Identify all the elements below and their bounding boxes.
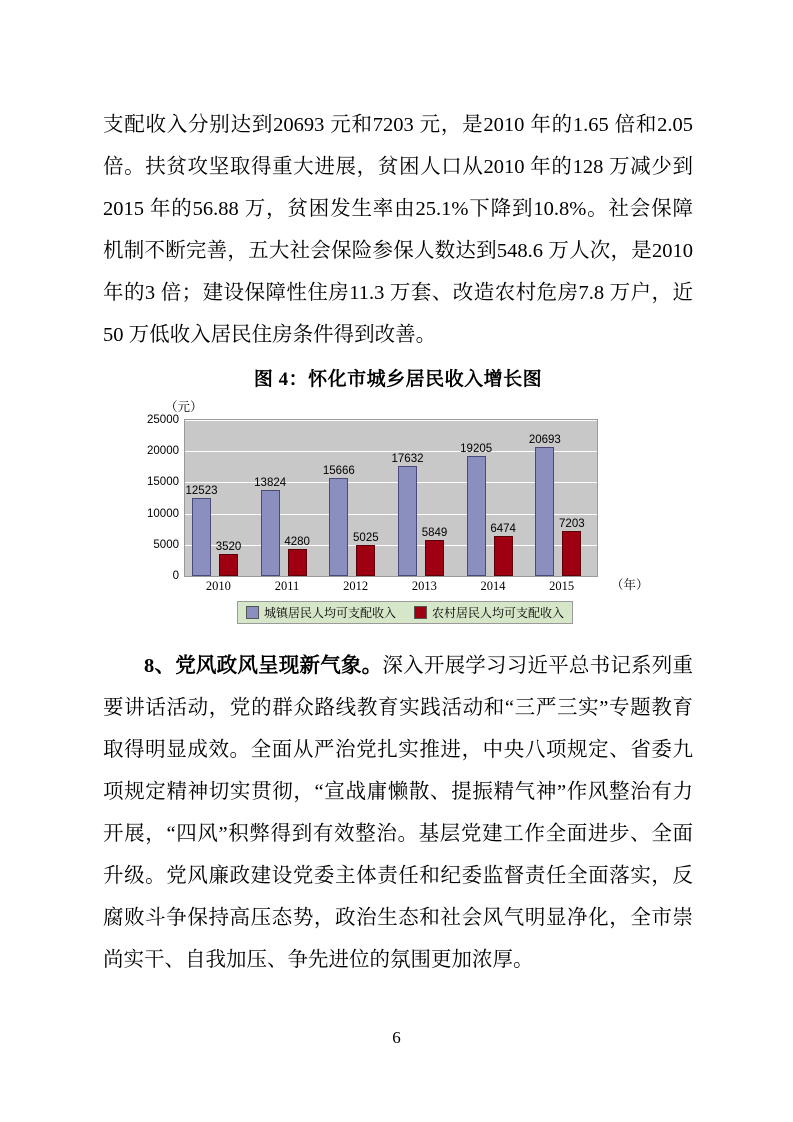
paragraph-2-body: 深入开展学习习近平总书记系列重要讲话活动，党的群众路线教育实践活动和“三严三实”专题教育取得明显成效。全面从严治党扎实推进，中央八项规定、省委九项规定精神切实贯彻，“宣战庸懒散、提振精气神”作风整治有力开展，“四风”积弊得到有效整治。基层党建工作全面进步、全面升级。党风廉政建设党委主体责任和纪委监督责任全面落实，反腐败斗争保持高压态势，政治生态和社会风气明显净化，全市崇尚实干、自我加压、争先进位的氛围更加浓厚。 [103,655,694,971]
bar [421,526,448,576]
x-axis-unit-label: （年） [611,578,649,592]
bar-group [391,420,460,576]
bar [254,476,287,576]
bar [284,536,310,576]
bar-chart [103,397,693,645]
paragraph-1: 支配收入分别达到20693 元和7203 元，是2010 年的1.65 倍和2.05 倍。扶贫攻坚取得重大进展，贫困人口从2010 年的128 万减少到2015 年的56.88 万，贫困发生率由25.1%下降到10.8%。社会保障机制不断完善，五大社会保险参保人数达到548.6 万人次，是2010 年的3 倍；建设保障性住房11.3 万套、改造农村危房7.8 万户，近50 万低收入居民住房条件得到改善。 [103,114,693,346]
legend-item [414,604,564,621]
bar-group [322,420,391,576]
x-axis-tick-label: 2012 [343,579,369,593]
y-axis-tick-label: 25000 [147,414,179,426]
bar [559,518,585,576]
bar [322,465,355,576]
bar-value-label: 5025 [353,531,379,544]
bar [215,541,242,576]
bar-value-label: 20693 [528,433,561,446]
bar-group [528,420,597,576]
bar-value-label: 15666 [322,465,355,478]
bar [528,433,561,576]
bar [490,522,516,576]
bar-value-label: 7203 [559,518,585,531]
y-axis-tick-label: 10000 [147,507,179,520]
plot-area [147,414,598,582]
y-axis-unit-label: （元） [165,400,203,414]
x-axis-tick-label: 2014 [480,579,506,593]
paragraph-2 [103,645,693,981]
y-axis-tick-label: 20000 [147,445,179,458]
paragraph-2-heading: 8、党风政风呈现新气象。 [144,655,383,677]
bar-value-label: 6474 [490,522,516,535]
bar [353,531,379,576]
bar [460,443,493,576]
chart-legend [237,601,573,624]
bar-value-label: 5849 [421,526,448,539]
bar [185,484,218,576]
figure-4 [103,364,693,645]
bar-value-label: 4280 [284,536,310,549]
figure-title: 图 4：怀化市城乡居民收入增长图 [253,369,543,390]
bar-value-label: 13824 [254,476,287,489]
legend-item [246,604,396,621]
bar-group [460,420,529,576]
legend-label-urban: 城镇居民人均可支配收入 [264,606,397,620]
y-axis-tick-label: 5000 [153,538,179,551]
bar-value-label: 12523 [185,484,218,497]
x-axis-tick-label: 2015 [549,579,575,593]
legend-swatch-urban-icon [246,606,259,619]
y-axis-tick-label: 15000 [147,476,179,489]
x-axis-tick-label: 2011 [274,579,300,593]
bar-value-label: 17632 [391,452,424,465]
bar-group [254,420,323,576]
bar-group [185,420,254,576]
page-number: 6 [392,1028,401,1047]
x-axis [184,579,598,597]
bar [391,452,424,576]
legend-label-rural: 农村居民人均可支配收入 [432,606,565,620]
x-axis-tick-label: 2010 [205,579,231,593]
x-axis-tick-label: 2013 [411,579,437,593]
page-content [103,104,693,981]
bar-value-label: 3520 [215,541,242,554]
y-axis-tick-label: 0 [172,570,179,582]
bar-value-label: 19205 [460,443,493,456]
legend-swatch-rural-icon [414,606,427,619]
